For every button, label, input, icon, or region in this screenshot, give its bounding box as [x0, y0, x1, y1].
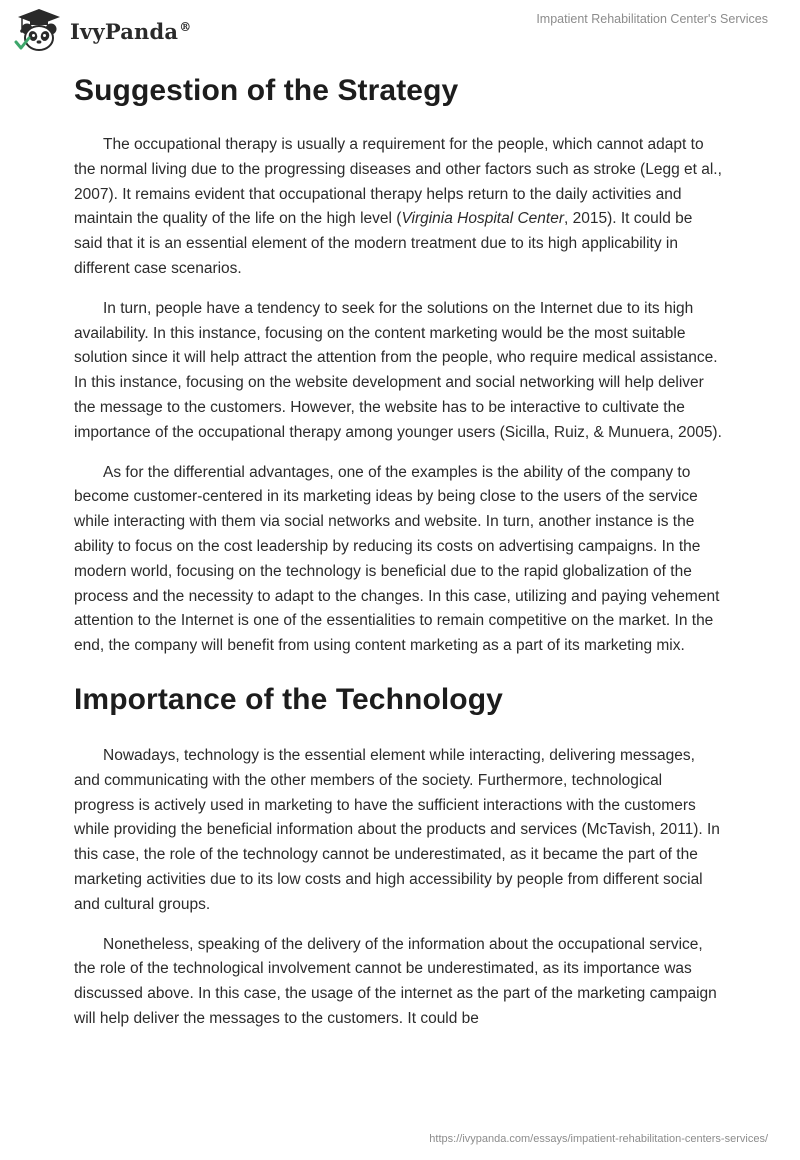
source-url-link[interactable]: https://ivypanda.com/essays/impatient-rehabilitation-centers-services/ [429, 1133, 768, 1145]
paragraph: The occupational therapy is usually a requirement for the people, which cannot adapt to the normal living due to the progressing diseases and other factors such as stroke (Legg et al., 2007). It remains evident that occupational therapy helps return to the daily activities and maintain the quality of the life on the high level (Virginia Hospital Center, 2015). It could be said that it is an essential element of the modern treatment due to its high applicability in different case scenarios. [74, 136, 722, 277]
section-heading-strategy: Suggestion of the Strategy [74, 74, 459, 107]
document-title: Impatient Rehabilitation Center's Services [536, 12, 768, 26]
panda-graduate-icon [14, 6, 64, 54]
paragraph: In turn, people have a tendency to seek for the solutions on the Internet due to its high availability. In this instance, focusing on the content marketing would be the most suitable solution since it will help attract the attention from the people, who require medical assistance. In this instance, focusing on the website development and social networking will help deliver the message to the customers. However, the website has to be interactive to cultivate the importance of the occupational therapy among younger users (Sicilla, Ruiz, & Munuera, 2005). [74, 299, 722, 441]
section-heading-technology: Importance of the Technology [74, 682, 503, 716]
registered-mark: ® [179, 19, 192, 34]
ivypanda-logo[interactable] [14, 6, 191, 54]
italic-citation: Virginia Hospital Center [401, 210, 564, 228]
paragraph: Nowadays, technology is the essential element while interacting, delivering messages, and communicating with the other members of the society. Furthermore, technological progress is actively used in marketing to have the sufficient interactions with the customers while providing the beneficial information about the products and services (McTavish, 2011). In this case, the role of the technology cannot be underestimated, as it became the part of the marketing activities due to its low costs and high accessibility by people from different social and cultural groups. [74, 746, 720, 913]
brand-name: IvyPanda® [70, 18, 192, 44]
paragraph: As for the differential advantages, one of the examples is the ability of the company to become customer-centered in its marketing ideas by being close to the users of the service while interacting with them via social networks and website. In turn, another instance is the ability to focus on the cost leadership by reducing its costs on advertising campaigns. In the modern world, focusing on the technology is beneficial due to the rapid globalization of the process and the necessity to adapt to the changes. In this case, utilizing and paying vehement attention to the Internet is one of the essentialities to remain competitive on the market. In the end, the company will benefit from using content marketing as a part of its marketing mix. [74, 463, 720, 655]
page-header [0, 0, 800, 60]
essay-content [74, 68, 724, 1047]
paragraph: Nonetheless, speaking of the delivery of the information about the occupational service, the role of the technological involvement cannot be underestimated, as its importance was discussed above. In this case, the usage of the internet as the part of the marketing campaign will help deliver the messages to the customers. It could be [74, 935, 717, 1027]
